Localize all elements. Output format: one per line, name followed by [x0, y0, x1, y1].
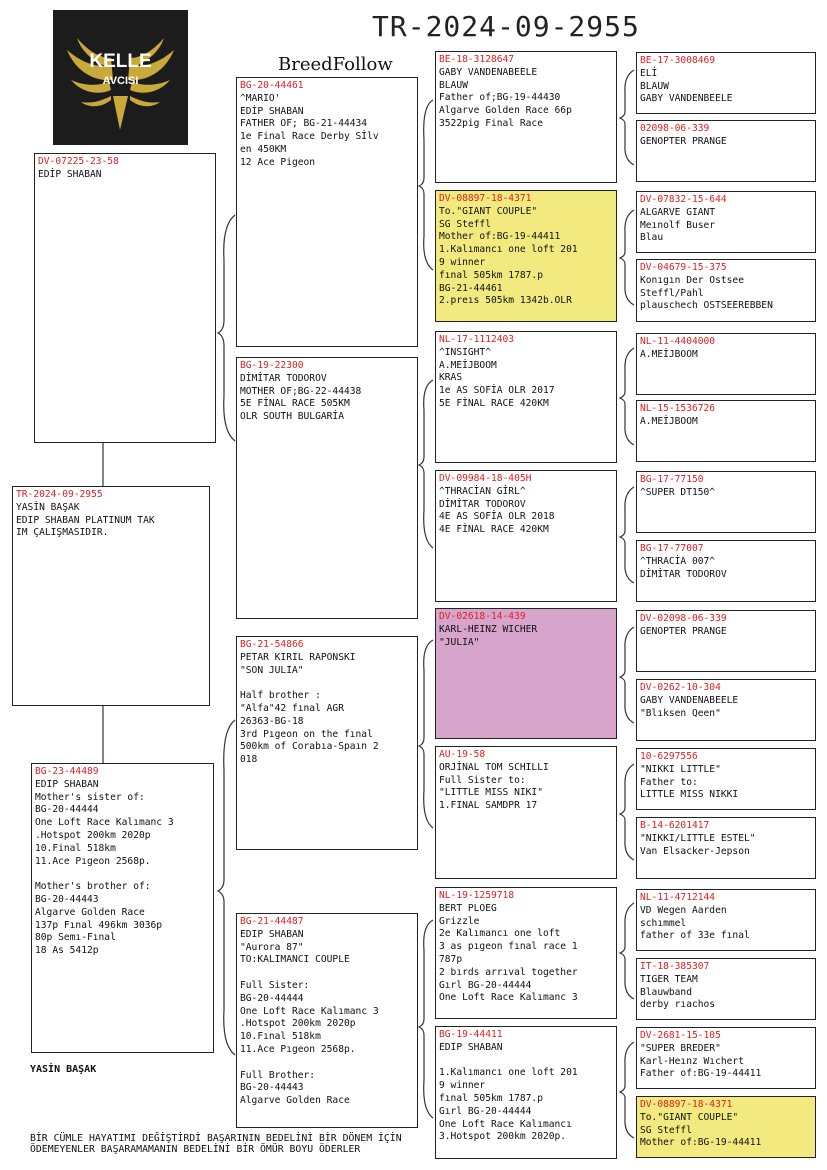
card-line: MOTHER OF;BG-22-44438 — [240, 385, 362, 397]
card-line: KARL-HEINZ WICHER — [439, 623, 538, 635]
ring-number: DV-07225-23-58 — [38, 156, 119, 167]
card-line: BG-20-44443 — [240, 1082, 304, 1094]
card-line: "JULIA" — [439, 636, 480, 648]
logo-text-top: KELLE — [89, 51, 152, 72]
card-line: Steffl/Pahl — [640, 287, 704, 299]
ring-number: BG-19-44411 — [439, 1029, 503, 1040]
card-line — [35, 868, 210, 881]
card-line: BLAUW — [640, 80, 669, 92]
card-line: Karl-Heınz Wıchert — [640, 1055, 744, 1067]
sire-card[interactable] — [34, 153, 216, 443]
card-line: "Blıksen Qeen" — [640, 707, 721, 719]
card-line: One Loft Race Kalımanc 3 — [35, 817, 174, 829]
pedigree-title: TR-2024-09-2955 — [372, 10, 640, 43]
ring-number: BE-17-3008469 — [640, 55, 716, 66]
gen4-card[interactable] — [636, 333, 816, 395]
card-line: EDİP SHABAN — [240, 105, 304, 117]
card-line: GABY VANDENABEELE — [439, 66, 538, 78]
card-line: 4E AS SOFİA OLR 2018 — [439, 511, 555, 523]
ring-number: AU-19-58 — [439, 749, 486, 760]
ring-number: BG-21-44487 — [240, 916, 304, 927]
card-line: 1.Kalımancı one loft 201 — [439, 244, 578, 256]
card-line: "LITTLE MISS NIKI" — [439, 787, 543, 799]
card-line: Gırl BG-20-44444 — [439, 1105, 532, 1117]
card-line: Meınolf Buser — [640, 219, 716, 231]
card-line: IM ÇALIŞMASIDIR. — [16, 527, 109, 539]
card-line: ^THRACİA 007^ — [640, 555, 716, 567]
card-line: 1.Kalımancı one loft 201 — [439, 1067, 578, 1079]
subject-card[interactable] — [12, 486, 210, 706]
ring-number: 10-6297556 — [640, 751, 698, 762]
card-line: fınal 505km 1787.p — [439, 269, 543, 281]
ring-number: B-14-6201417 — [640, 820, 710, 831]
card-line: .Hotspot 200km 2020p — [35, 829, 151, 841]
card-line: YASİN BAŞAK — [16, 501, 80, 513]
gen4-card[interactable] — [636, 471, 816, 533]
card-line: ELİ — [640, 67, 658, 79]
card-line: Full Brother: — [240, 1069, 316, 1081]
card-line: "Aurora 87" — [240, 941, 304, 953]
card-line: ^THRACİAN GİRL^ — [439, 485, 526, 497]
ring-number: DV-09984-18-405H — [439, 473, 532, 484]
card-line: 10.Fınal 518km — [240, 1031, 321, 1043]
card-line: 2 bırds arrıval together — [439, 966, 578, 978]
card-line: "Alfa"42 fınal AGR — [240, 702, 344, 714]
card-line: GABY VANDENBEELE — [640, 93, 733, 105]
great-grandparent-card[interactable] — [435, 51, 617, 183]
card-line: EDİP SHABAN — [38, 168, 102, 180]
card-line: 2.preıs 505km 1342b.OLR — [439, 295, 572, 307]
card-line: Algarve Golden Race — [35, 906, 145, 918]
card-line — [439, 1055, 613, 1068]
card-line: Mother of:BG-19-44411 — [439, 231, 561, 243]
great-grandparent-card[interactable] — [435, 887, 617, 1019]
brand-name: BreedFollow — [278, 54, 393, 75]
card-line: Konıgın Der Ostsee — [640, 274, 744, 286]
card-line: BG-20-44444 — [240, 992, 304, 1004]
great-grandparent-card[interactable] — [435, 1026, 617, 1159]
dam-card[interactable] — [31, 763, 214, 1053]
card-line: A.MEİJBOOM — [640, 415, 698, 427]
card-line: ^MARIO' — [240, 92, 281, 104]
ring-number: IT-18-385307 — [640, 961, 710, 972]
card-line: SG Steffl — [640, 1124, 692, 1136]
gen4-card[interactable] — [636, 1096, 816, 1158]
card-line: A.MEİJBOOM — [640, 348, 698, 360]
card-line: "SON JULIA" — [240, 664, 304, 676]
logo-text-bottom: AVCISI — [102, 75, 139, 87]
card-line: Mother of:BG-19-44411 — [640, 1137, 762, 1149]
card-line — [240, 967, 414, 980]
ring-number: DV-08897-18-4371 — [439, 193, 532, 204]
card-line: .Hotspot 200km 2020p — [240, 1018, 356, 1030]
card-line: One Loft Race Kalımancı — [439, 1118, 572, 1130]
card-line: TO:KALIMANCI COUPLE — [240, 954, 350, 966]
ring-number: BG-21-54866 — [240, 639, 304, 650]
card-line: To."GIANT COUPLE" — [439, 205, 538, 217]
great-grandparent-card[interactable] — [435, 746, 617, 879]
card-line: 3 as pıgeon fınal race 1 — [439, 941, 578, 953]
grandparent-card[interactable] — [236, 636, 418, 850]
card-line: 018 — [240, 754, 258, 766]
card-line: One Loft Race Kalımanc 3 — [439, 992, 578, 1004]
card-line: EDIP SHABAN — [35, 778, 99, 790]
card-line: ^INSIGHT^ — [439, 346, 491, 358]
card-line: KRAS — [439, 372, 463, 384]
ring-number: DV-2681-15-105 — [640, 1030, 721, 1041]
grandparent-card[interactable] — [236, 913, 418, 1128]
card-line: 2e Kalımancı one loft — [439, 928, 561, 940]
card-line: LITTLE MISS NIKKI — [640, 789, 739, 801]
gen4-card[interactable] — [636, 817, 816, 879]
gen4-card[interactable] — [636, 679, 816, 741]
ring-number: BG-17-77150 — [640, 474, 704, 485]
card-line: ALGARVE GIANT — [640, 206, 716, 218]
ring-number: DV-0262-10-304 — [640, 682, 721, 693]
card-line: Mother's sister of: — [35, 791, 145, 803]
ring-number: BG-20-44461 — [240, 80, 304, 91]
card-line: GABY VANDENABEELE — [640, 694, 739, 706]
card-line: BLAUW — [439, 79, 468, 91]
card-line: Father to: — [640, 776, 698, 788]
great-grandparent-card[interactable] — [435, 608, 617, 739]
card-line: 137p Fınal 496km 3036p — [35, 919, 163, 931]
ring-number: NL-15-1536726 — [640, 403, 716, 414]
card-line: Blauwband — [640, 986, 692, 998]
ring-number: NL-11-4712144 — [640, 892, 716, 903]
card-line: One Loft Race Kalımanc 3 — [240, 1005, 379, 1017]
card-line: 1.FINAL SAMDPR 17 — [439, 800, 538, 812]
card-line: BG-21-44461 — [439, 282, 503, 294]
card-line: plauschech OSTSEEREBBEN — [640, 300, 773, 312]
great-grandparent-card[interactable] — [435, 331, 617, 463]
grandparent-card[interactable] — [236, 77, 418, 347]
ring-number: NL-17-1112403 — [439, 334, 515, 345]
card-line: 1e Final Race Derby Sİlv — [240, 131, 379, 143]
owner-name: YASİN BAŞAK — [30, 1064, 97, 1075]
card-line: Van Elsacker-Jepson — [640, 845, 750, 857]
gen4-card[interactable] — [636, 889, 816, 951]
card-line: VD Wegen Aarden — [640, 904, 727, 916]
card-line: 9 winner — [439, 1080, 486, 1092]
card-line: 3.Hotspot 200km 2020p. — [439, 1131, 567, 1143]
card-line: Father of;BG-19-44430 — [439, 92, 561, 104]
card-line: 26363-BG-18 — [240, 715, 304, 727]
card-line: GENOPTER PRANGE — [640, 135, 727, 147]
ring-number: DV-07832-15-644 — [640, 194, 727, 205]
gen4-card[interactable] — [636, 958, 816, 1020]
card-line: "NIKKI LITTLE" — [640, 763, 721, 775]
card-line: father of 33e fınal — [640, 930, 750, 942]
card-line: BG-20-44444 — [35, 804, 99, 816]
gen4-card[interactable] — [636, 400, 816, 462]
card-line: 5E FİNAL RACE 505KM — [240, 398, 350, 410]
card-line: DİMİTAR TODOROV — [640, 568, 727, 580]
wings-logo-icon — [53, 10, 188, 145]
footer-quote: BİR CÜMLE HAYATIMI DEĞİŞTİRDİ BAŞARININ BEDELİNİ BİR DÖNEM İÇİN ÖDEMEYENLER BAŞARAMAMANIN BEDELİNİ BİR ÖMÜR BOYU ÖDERLER — [30, 1133, 402, 1155]
card-line: TIGER TEAM — [640, 973, 698, 985]
card-line: 10.Final 518km — [35, 842, 116, 854]
card-line: Algarve Golden Race — [240, 1095, 350, 1107]
card-line: Grizzle — [439, 915, 480, 927]
card-line: derby rıachos — [640, 999, 716, 1011]
card-line: Mother's brother of: — [35, 881, 151, 893]
ring-number: BG-19-22300 — [240, 360, 304, 371]
gen4-card[interactable] — [636, 1027, 816, 1089]
card-line: EDIP SHABAN — [240, 928, 304, 940]
card-line: GENOPTER PRANGE — [640, 625, 727, 637]
card-line: PETAR KIRIL RAPONSKI — [240, 651, 356, 663]
ring-number: DV-02618-14-439 — [439, 611, 526, 622]
card-line: "SUPER BREDER" — [640, 1042, 721, 1054]
card-line: 11.Ace Pıgeon 2568p. — [240, 1043, 356, 1055]
card-line: 3rd Pıgeon on the fınal — [240, 728, 373, 740]
card-line: Full Sister to: — [439, 774, 526, 786]
ring-number: NL-19-1259718 — [439, 890, 515, 901]
card-line: 12 Ace Pigeon — [240, 156, 316, 168]
card-line: EDIP SHABAN PLATINUM TAK — [16, 514, 155, 526]
great-grandparent-card[interactable] — [435, 470, 617, 602]
card-line: EDIP SHABAN — [439, 1041, 503, 1053]
card-line: To."GIANT COUPLE" — [640, 1111, 739, 1123]
ring-number: TR-2024-09-2955 — [16, 489, 103, 500]
ring-number: DV-04679-15-375 — [640, 262, 727, 273]
gen4-card[interactable] — [636, 540, 816, 602]
card-line: 500km of Corabıa-Spaın 2 — [240, 741, 379, 753]
grandparent-card[interactable] — [236, 357, 418, 619]
card-line: SG Steffl — [439, 218, 491, 230]
card-line: fınal 505km 1787.p — [439, 1092, 543, 1104]
card-line: 9 winner — [439, 256, 486, 268]
card-line: Half brother : — [240, 690, 321, 702]
card-line: OLR SOUTH BULGARİA — [240, 411, 344, 423]
gen4-card[interactable] — [636, 259, 816, 322]
card-line: A.MEİJBOOM — [439, 359, 497, 371]
card-line: Gırl BG-20-44444 — [439, 979, 532, 991]
card-line: 787p — [439, 953, 463, 965]
ring-number: NL-11-4404000 — [640, 336, 716, 347]
card-line — [240, 1057, 414, 1070]
card-line: 80p Semı-Fınal — [35, 932, 116, 944]
card-line: schımmel — [640, 917, 687, 929]
gen4-card[interactable] — [636, 191, 816, 253]
ring-number: BG-23-44489 — [35, 766, 99, 777]
great-grandparent-card[interactable] — [435, 190, 617, 322]
card-line: BG-20-44443 — [35, 893, 99, 905]
card-line: "NIKKI/LITTLE ESTEL" — [640, 832, 756, 844]
card-line: 3522pig Final Race — [439, 117, 543, 129]
ring-number: DV-02098-06-339 — [640, 613, 727, 624]
card-line: ORJİNAL TOM SCHILLI — [439, 761, 549, 773]
gen4-card[interactable] — [636, 610, 816, 672]
gen4-card[interactable] — [636, 120, 816, 182]
card-line: Father of:BG-19-44411 — [640, 1068, 762, 1080]
card-line: BERT PLOEG — [439, 902, 497, 914]
card-line: ^SUPER DT150^ — [640, 486, 716, 498]
card-line: en 450KM — [240, 143, 287, 155]
card-line: FATHER OF; BG-21-44434 — [240, 118, 368, 130]
card-line: 4E FİNAL RACE 420KM — [439, 524, 549, 536]
card-line: DİMİTAR TODOROV — [240, 372, 327, 384]
card-line: 11.Ace Pıgeon 2568p. — [35, 855, 151, 867]
card-line — [240, 677, 414, 690]
gen4-card[interactable] — [636, 52, 816, 114]
card-line: Algarve Golden Race 66p — [439, 105, 572, 117]
gen4-card[interactable] — [636, 748, 816, 810]
card-line: 5E FİNAL RACE 420KM — [439, 397, 549, 409]
card-line: Full Sister: — [240, 979, 310, 991]
card-line: DİMİTAR TODOROV — [439, 498, 526, 510]
ring-number: BG-17-77007 — [640, 543, 704, 554]
card-line: Blau — [640, 232, 664, 244]
ring-number: DV-08897-18-4371 — [640, 1099, 733, 1110]
ring-number: 02098-06-339 — [640, 123, 710, 134]
card-line: 1e AS SOFİA OLR 2017 — [439, 385, 555, 397]
card-line: 18 As 5412p — [35, 945, 99, 957]
ring-number: BE-18-3128647 — [439, 54, 515, 65]
kelle-avcisi-logo — [53, 10, 188, 145]
